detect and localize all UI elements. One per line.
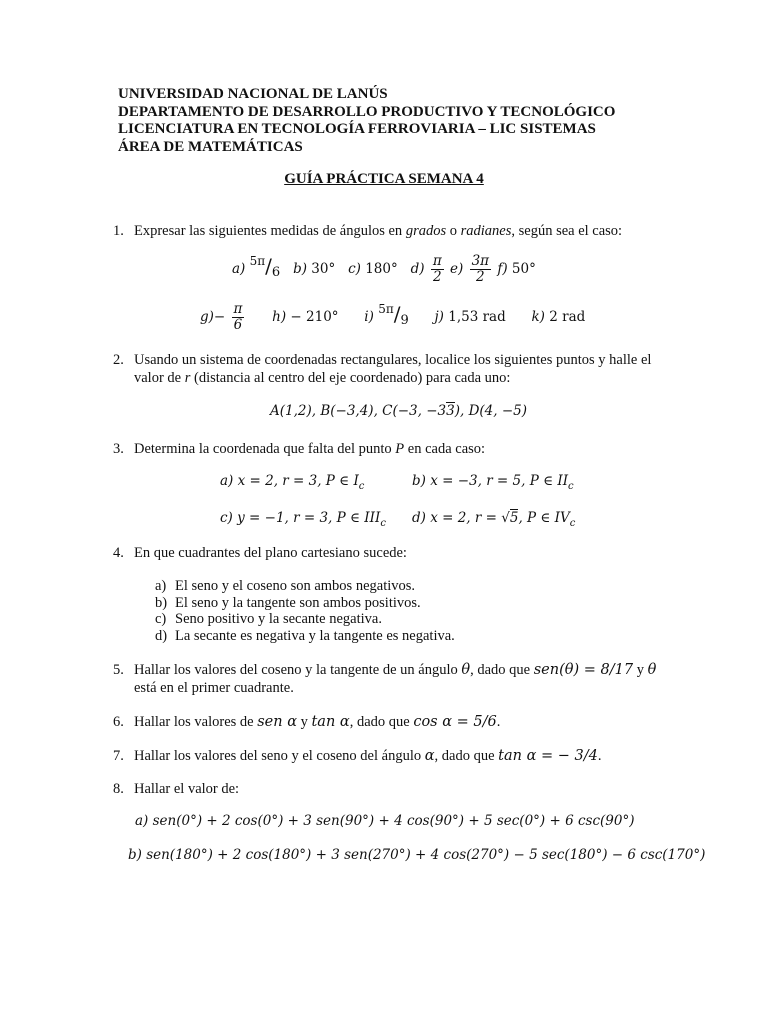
question-number: 3.	[113, 441, 124, 457]
question-number: 1.	[113, 223, 124, 239]
question-number: 5.	[113, 662, 124, 678]
q4-list	[155, 578, 455, 644]
q1-math-row-1: a) $^{5\pi}/_6$ b) 30° c) 180° d) $\frac{\pi}{2}$ e) $\frac{3\pi}{2}$ f) 50°	[232, 253, 536, 285]
header-department: DEPARTAMENTO DE DESARROLLO PRODUCTIVO Y TECNOLÓGICO	[118, 103, 616, 120]
page-title: GUÍA PRÁCTICA SEMANA 4	[284, 171, 484, 187]
question-number: 7.	[113, 748, 124, 764]
question-number: 6.	[113, 714, 124, 730]
q8-expression-b: b) sen(180°) + 2 cos(180°) + 3 sen(270°) + 4 cos(270°) − 5 sec(180°) − 6 csc(170°)	[128, 847, 706, 863]
list-item: a) El seno y el coseno son ambos negativos.	[155, 578, 416, 594]
q3-case-a: a) x = 2, r = 3, P ∈ $I_c$	[220, 473, 365, 492]
question-text: Hallar los valores del seno y el coseno del ángulo α, dado que tan α = − 3/4.	[134, 748, 602, 764]
header-university: UNIVERSIDAD NACIONAL DE LANÚS	[118, 86, 388, 102]
question-text: Expresar las siguientes medidas de ángulos en grados o radianes, según sea el caso:	[134, 223, 623, 239]
document-header	[118, 86, 615, 156]
question-text: Hallar los valores de sen α y tan α, dado que cos α = 5/6.	[134, 714, 501, 730]
q2-points: A(1,2), B(−3,4), C(−3, −33), D(4, −5)	[270, 403, 528, 419]
question-number: 2.	[113, 352, 124, 368]
question-number: 8.	[113, 781, 124, 797]
list-item: d) La secante es negativa y la tangente es negativa.	[155, 627, 455, 644]
question-text: Hallar el valor de:	[134, 781, 240, 797]
question-text: Determina la coordenada que falta del punto P en cada caso:	[134, 441, 486, 457]
header-area: ÁREA DE MATEMÁTICAS	[118, 138, 303, 155]
header-degree: LICENCIATURA EN TECNOLOGÍA FERROVIARIA – LIC SISTEMAS	[118, 121, 596, 137]
list-item: b) El seno y la tangente son ambos positivos.	[155, 594, 421, 611]
q3-case-b: b) x = −3, r = 5, P ∈ $II_c$	[412, 473, 574, 492]
list-item: c) Seno positivo y la secante negativa.	[155, 611, 382, 627]
q8-expression-a: a) sen(0°) + 2 cos(0°) + 3 sen(90°) + 4 cos(90°) + 5 sec(0°) + 6 csc(90°)	[135, 813, 635, 829]
question-text: Hallar los valores del coseno y la tangente de un ángulo θ, dado que sen(θ) = 8/17 y θ está en el primer cuadrante.	[134, 662, 657, 696]
question-text: Usando un sistema de coordenadas rectangulares, localice los siguientes puntos y halle el valor de r (distancia al centro del eje coordenado) para cada uno:	[134, 352, 652, 386]
q3-case-c: c) y = −1, r = 3, P ∈ $III_c$	[220, 510, 386, 529]
question-text: En que cuadrantes del plano cartesiano sucede:	[134, 545, 407, 561]
question-number: 4.	[113, 545, 124, 561]
q1-math-row-2: g)− $\frac{\pi}{6}$ h) − 210° i) $^{5\pi}/_9$ j) 1,53 rad k) 2 rad	[200, 301, 586, 333]
q3-case-d: d) x = 2, r = √5, P ∈ $IV_c$	[412, 510, 576, 529]
